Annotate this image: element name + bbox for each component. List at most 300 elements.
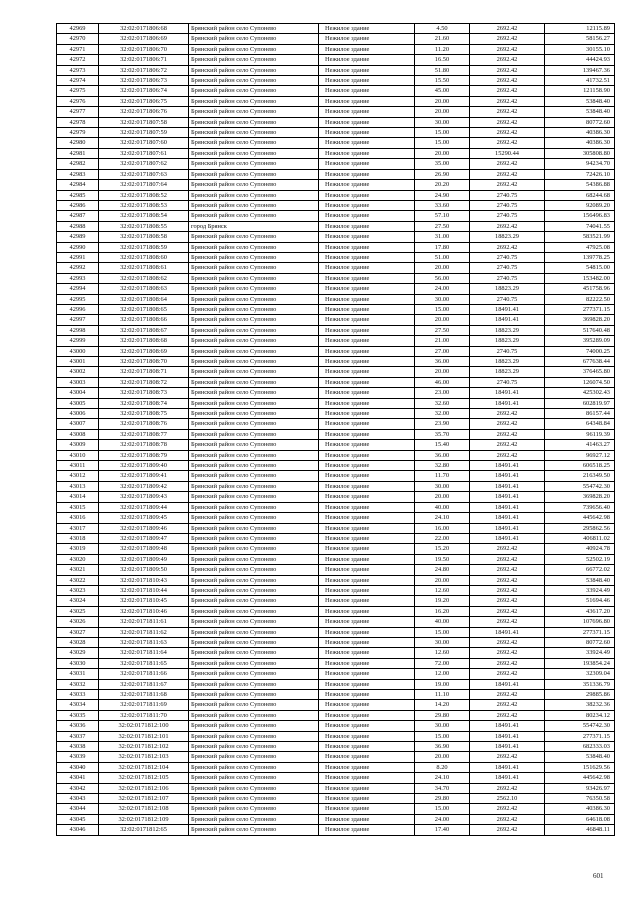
address-cell: Брянский район село Супонево bbox=[189, 669, 319, 679]
table-row bbox=[57, 367, 615, 377]
rate-cell: 2692.42 bbox=[470, 648, 545, 658]
address-cell: Брянский район село Супонево bbox=[189, 211, 319, 221]
rate-cell: 2692.42 bbox=[470, 804, 545, 814]
cadastral-number-cell: 32:02:0171807:64 bbox=[99, 180, 189, 190]
cadastral-value-cell: 74041.55 bbox=[545, 221, 615, 231]
cadastral-number-cell: 32:02:0171806:75 bbox=[99, 96, 189, 106]
rate-cell: 18491.41 bbox=[470, 513, 545, 523]
area-cell: 20.00 bbox=[415, 148, 470, 158]
object-type-cell: Нежилое здание bbox=[319, 627, 415, 637]
area-cell: 57.10 bbox=[415, 211, 470, 221]
cadastral-value-cell: 153482.00 bbox=[545, 273, 615, 283]
area-cell: 20.00 bbox=[415, 315, 470, 325]
object-type-cell: Нежилое здание bbox=[319, 325, 415, 335]
row-number-cell: 42994 bbox=[57, 284, 99, 294]
rate-cell: 2692.42 bbox=[470, 96, 545, 106]
rate-cell: 2692.42 bbox=[470, 450, 545, 460]
object-type-cell: Нежилое здание bbox=[319, 138, 415, 148]
table-row bbox=[57, 627, 615, 637]
rate-cell: 2692.42 bbox=[470, 585, 545, 595]
object-type-cell: Нежилое здание bbox=[319, 617, 415, 627]
rate-cell: 2740.75 bbox=[470, 294, 545, 304]
address-cell: Брянский район село Супонево bbox=[189, 325, 319, 335]
area-cell: 35.00 bbox=[415, 159, 470, 169]
table-row bbox=[57, 814, 615, 824]
area-cell: 4.50 bbox=[415, 24, 470, 34]
row-number-cell: 42981 bbox=[57, 148, 99, 158]
address-cell: Брянский район село Супонево bbox=[189, 159, 319, 169]
address-cell: Брянский район село Супонево bbox=[189, 294, 319, 304]
object-type-cell: Нежилое здание bbox=[319, 294, 415, 304]
rate-cell: 18491.41 bbox=[470, 461, 545, 471]
cadastral-number-cell: 32:02:0171812:102 bbox=[99, 742, 189, 752]
table-row bbox=[57, 429, 615, 439]
area-cell: 34.70 bbox=[415, 783, 470, 793]
cadastral-number-cell: 32:02:0171808:55 bbox=[99, 221, 189, 231]
address-cell: Брянский район село Супонево bbox=[189, 585, 319, 595]
cadastral-number-cell: 32:02:0171811:65 bbox=[99, 658, 189, 668]
row-number-cell: 43015 bbox=[57, 502, 99, 512]
rate-cell: 2692.42 bbox=[470, 24, 545, 34]
rate-cell: 2692.42 bbox=[470, 180, 545, 190]
area-cell: 15.00 bbox=[415, 138, 470, 148]
area-cell: 20.00 bbox=[415, 263, 470, 273]
cadastral-value-cell: 677638.44 bbox=[545, 357, 615, 367]
object-type-cell: Нежилое здание bbox=[319, 596, 415, 606]
object-type-cell: Нежилое здание bbox=[319, 336, 415, 346]
address-cell: Брянский район село Супонево bbox=[189, 627, 319, 637]
address-cell: Брянский район село Супонево bbox=[189, 242, 319, 252]
area-cell: 30.00 bbox=[415, 721, 470, 731]
row-number-cell: 43031 bbox=[57, 669, 99, 679]
object-type-cell: Нежилое здание bbox=[319, 585, 415, 595]
object-type-cell: Нежилое здание bbox=[319, 814, 415, 824]
cadastral-number-cell: 32:02:0171807:63 bbox=[99, 169, 189, 179]
rate-cell: 2692.42 bbox=[470, 107, 545, 117]
cadastral-value-cell: 107696.80 bbox=[545, 617, 615, 627]
address-cell: Брянский район село Супонево bbox=[189, 700, 319, 710]
cadastral-value-cell: 139778.25 bbox=[545, 252, 615, 262]
address-cell: Брянский район село Супонево bbox=[189, 409, 319, 419]
area-cell: 31.00 bbox=[415, 232, 470, 242]
table-row bbox=[57, 117, 615, 127]
object-type-cell: Нежилое здание bbox=[319, 346, 415, 356]
object-type-cell: Нежилое здание bbox=[319, 221, 415, 231]
cadastral-value-cell: 606518.25 bbox=[545, 461, 615, 471]
address-cell: Брянский район село Супонево bbox=[189, 596, 319, 606]
cadastral-value-cell: 64348.84 bbox=[545, 419, 615, 429]
object-type-cell: Нежилое здание bbox=[319, 648, 415, 658]
cadastral-number-cell: 32:02:0171808:58 bbox=[99, 232, 189, 242]
object-type-cell: Нежилое здание bbox=[319, 232, 415, 242]
row-number-cell: 43013 bbox=[57, 481, 99, 491]
table-row bbox=[57, 669, 615, 679]
object-type-cell: Нежилое здание bbox=[319, 762, 415, 772]
table-row bbox=[57, 565, 615, 575]
table-row bbox=[57, 190, 615, 200]
cadastral-value-cell: 51694.46 bbox=[545, 596, 615, 606]
rate-cell: 18491.41 bbox=[470, 315, 545, 325]
area-cell: 35.70 bbox=[415, 429, 470, 439]
object-type-cell: Нежилое здание bbox=[319, 773, 415, 783]
area-cell: 51.00 bbox=[415, 252, 470, 262]
rate-cell: 2692.42 bbox=[470, 440, 545, 450]
area-cell: 24.00 bbox=[415, 814, 470, 824]
row-number-cell: 43042 bbox=[57, 783, 99, 793]
document-page bbox=[56, 23, 614, 836]
table-row bbox=[57, 284, 615, 294]
table-row bbox=[57, 700, 615, 710]
cadastral-number-cell: 32:02:0171807:60 bbox=[99, 138, 189, 148]
object-type-cell: Нежилое здание bbox=[319, 794, 415, 804]
rate-cell: 18823.29 bbox=[470, 232, 545, 242]
table-row bbox=[57, 596, 615, 606]
area-cell: 20.00 bbox=[415, 107, 470, 117]
object-type-cell: Нежилое здание bbox=[319, 544, 415, 554]
area-cell: 40.00 bbox=[415, 502, 470, 512]
row-number-cell: 43006 bbox=[57, 409, 99, 419]
table-row bbox=[57, 273, 615, 283]
rate-cell: 18823.29 bbox=[470, 284, 545, 294]
cadastral-number-cell: 32:02:0171809:40 bbox=[99, 461, 189, 471]
rate-cell: 2692.42 bbox=[470, 617, 545, 627]
cadastral-number-cell: 32:02:0171808:77 bbox=[99, 429, 189, 439]
rate-cell: 2692.42 bbox=[470, 565, 545, 575]
table-row bbox=[57, 658, 615, 668]
cadastral-number-cell: 32:02:0171808:74 bbox=[99, 398, 189, 408]
object-type-cell: Нежилое здание bbox=[319, 44, 415, 54]
address-cell: Брянский район село Супонево bbox=[189, 34, 319, 44]
cadastral-number-cell: 32:02:0171809:43 bbox=[99, 492, 189, 502]
object-type-cell: Нежилое здание bbox=[319, 669, 415, 679]
object-type-cell: Нежилое здание bbox=[319, 180, 415, 190]
row-number-cell: 43036 bbox=[57, 721, 99, 731]
cadastral-value-cell: 52502.19 bbox=[545, 554, 615, 564]
table-body bbox=[57, 24, 615, 836]
table-row bbox=[57, 409, 615, 419]
object-type-cell: Нежилое здание bbox=[319, 128, 415, 138]
cadastral-number-cell: 32:02:0171808:70 bbox=[99, 357, 189, 367]
cadastral-number-cell: 32:02:0171807:58 bbox=[99, 117, 189, 127]
cadastral-value-cell: 38232.36 bbox=[545, 700, 615, 710]
object-type-cell: Нежилое здание bbox=[319, 679, 415, 689]
address-cell: Брянский район село Супонево bbox=[189, 481, 319, 491]
area-cell: 20.20 bbox=[415, 180, 470, 190]
table-row bbox=[57, 606, 615, 616]
table-row bbox=[57, 752, 615, 762]
object-type-cell: Нежилое здание bbox=[319, 690, 415, 700]
area-cell: 72.00 bbox=[415, 658, 470, 668]
area-cell: 24.00 bbox=[415, 284, 470, 294]
table-row bbox=[57, 554, 615, 564]
rate-cell: 2692.42 bbox=[470, 86, 545, 96]
rate-cell: 2692.42 bbox=[470, 825, 545, 835]
object-type-cell: Нежилое здание bbox=[319, 513, 415, 523]
rate-cell: 18491.41 bbox=[470, 523, 545, 533]
cadastral-number-cell: 32:02:0171807:62 bbox=[99, 159, 189, 169]
table-row bbox=[57, 180, 615, 190]
cadastral-value-cell: 80772.60 bbox=[545, 637, 615, 647]
cadastral-value-cell: 156496.83 bbox=[545, 211, 615, 221]
cadastral-number-cell: 32:02:0171810:44 bbox=[99, 585, 189, 595]
row-number-cell: 43007 bbox=[57, 419, 99, 429]
address-cell: Брянский район село Супонево bbox=[189, 377, 319, 387]
area-cell: 14.20 bbox=[415, 700, 470, 710]
row-number-cell: 43028 bbox=[57, 637, 99, 647]
address-cell: Брянский район село Супонево bbox=[189, 794, 319, 804]
object-type-cell: Нежилое здание bbox=[319, 200, 415, 210]
row-number-cell: 42983 bbox=[57, 169, 99, 179]
cadastral-value-cell: 40386.30 bbox=[545, 128, 615, 138]
rate-cell: 2692.42 bbox=[470, 117, 545, 127]
object-type-cell: Нежилое здание bbox=[319, 24, 415, 34]
object-type-cell: Нежилое здание bbox=[319, 502, 415, 512]
cadastral-number-cell: 32:02:0171808:71 bbox=[99, 367, 189, 377]
cadastral-value-cell: 96119.39 bbox=[545, 429, 615, 439]
table-row bbox=[57, 211, 615, 221]
cadastral-number-cell: 32:02:0171809:50 bbox=[99, 565, 189, 575]
cadastral-value-cell: 583521.99 bbox=[545, 232, 615, 242]
cadastral-number-cell: 32:02:0171808:60 bbox=[99, 252, 189, 262]
area-cell: 15.00 bbox=[415, 304, 470, 314]
address-cell: Брянский район село Супонево bbox=[189, 513, 319, 523]
address-cell: Брянский район село Супонево bbox=[189, 263, 319, 273]
row-number-cell: 42973 bbox=[57, 65, 99, 75]
rate-cell: 2740.75 bbox=[470, 263, 545, 273]
row-number-cell: 43010 bbox=[57, 450, 99, 460]
cadastral-number-cell: 32:02:0171809:44 bbox=[99, 502, 189, 512]
row-number-cell: 42999 bbox=[57, 336, 99, 346]
row-number-cell: 43038 bbox=[57, 742, 99, 752]
cadastral-number-cell: 32:02:0171811:64 bbox=[99, 648, 189, 658]
table-row bbox=[57, 461, 615, 471]
cadastral-number-cell: 32:02:0171812:103 bbox=[99, 752, 189, 762]
area-cell: 16.20 bbox=[415, 606, 470, 616]
area-cell: 36.90 bbox=[415, 742, 470, 752]
object-type-cell: Нежилое здание bbox=[319, 461, 415, 471]
table-row bbox=[57, 128, 615, 138]
area-cell: 19.00 bbox=[415, 679, 470, 689]
rate-cell: 2692.42 bbox=[470, 814, 545, 824]
rate-cell: 18491.41 bbox=[470, 762, 545, 772]
area-cell: 46.00 bbox=[415, 377, 470, 387]
row-number-cell: 42976 bbox=[57, 96, 99, 106]
area-cell: 21.00 bbox=[415, 336, 470, 346]
area-cell: 11.20 bbox=[415, 44, 470, 54]
table-row bbox=[57, 637, 615, 647]
table-row bbox=[57, 304, 615, 314]
object-type-cell: Нежилое здание bbox=[319, 450, 415, 460]
rate-cell: 2692.42 bbox=[470, 752, 545, 762]
cadastral-number-cell: 32:02:0171809:41 bbox=[99, 471, 189, 481]
cadastral-number-cell: 32:02:0171808:76 bbox=[99, 419, 189, 429]
address-cell: Брянский район село Супонево bbox=[189, 575, 319, 585]
address-cell: Брянский район село Супонево bbox=[189, 24, 319, 34]
area-cell: 19.50 bbox=[415, 554, 470, 564]
rate-cell: 18491.41 bbox=[470, 304, 545, 314]
cadastral-number-cell: 32:02:0171806:74 bbox=[99, 86, 189, 96]
rate-cell: 2692.42 bbox=[470, 710, 545, 720]
cadastral-number-cell: 32:02:0171812:100 bbox=[99, 721, 189, 731]
cadastral-value-cell: 80772.60 bbox=[545, 117, 615, 127]
address-cell: Брянский район село Супонево bbox=[189, 752, 319, 762]
address-cell: Брянский район село Супонево bbox=[189, 76, 319, 86]
cadastral-number-cell: 32:02:0171806:69 bbox=[99, 34, 189, 44]
row-number-cell: 43017 bbox=[57, 523, 99, 533]
cadastral-value-cell: 277371.15 bbox=[545, 731, 615, 741]
object-type-cell: Нежилое здание bbox=[319, 742, 415, 752]
page-number: 601 bbox=[593, 872, 604, 880]
rate-cell: 2692.42 bbox=[470, 554, 545, 564]
row-number-cell: 43008 bbox=[57, 429, 99, 439]
address-cell: Брянский район село Супонево bbox=[189, 710, 319, 720]
object-type-cell: Нежилое здание bbox=[319, 471, 415, 481]
cadastral-number-cell: 32:02:0171806:72 bbox=[99, 65, 189, 75]
table-row bbox=[57, 804, 615, 814]
rate-cell: 18491.41 bbox=[470, 502, 545, 512]
table-row bbox=[57, 377, 615, 387]
row-number-cell: 43025 bbox=[57, 606, 99, 616]
area-cell: 20.00 bbox=[415, 575, 470, 585]
cadastral-number-cell: 32:02:0171809:46 bbox=[99, 523, 189, 533]
table-row bbox=[57, 252, 615, 262]
cadastral-value-cell: 53848.40 bbox=[545, 96, 615, 106]
rate-cell: 2692.42 bbox=[470, 76, 545, 86]
object-type-cell: Нежилое здание bbox=[319, 440, 415, 450]
rate-cell: 18491.41 bbox=[470, 388, 545, 398]
address-cell: Брянский район село Супонево bbox=[189, 502, 319, 512]
address-cell: Брянский район село Супонево bbox=[189, 169, 319, 179]
rate-cell: 2692.42 bbox=[470, 44, 545, 54]
rate-cell: 18491.41 bbox=[470, 398, 545, 408]
address-cell: Брянский район село Супонево bbox=[189, 762, 319, 772]
table-row bbox=[57, 200, 615, 210]
table-row bbox=[57, 710, 615, 720]
cadastral-number-cell: 32:02:0171806:76 bbox=[99, 107, 189, 117]
rate-cell: 2740.75 bbox=[470, 346, 545, 356]
rate-cell: 2692.42 bbox=[470, 606, 545, 616]
area-cell: 23.90 bbox=[415, 419, 470, 429]
address-cell: Брянский район село Супонево bbox=[189, 690, 319, 700]
cadastral-value-cell: 66772.02 bbox=[545, 565, 615, 575]
table-row bbox=[57, 148, 615, 158]
object-type-cell: Нежилое здание bbox=[319, 752, 415, 762]
address-cell: Брянский район село Супонево bbox=[189, 232, 319, 242]
row-number-cell: 42975 bbox=[57, 86, 99, 96]
row-number-cell: 42998 bbox=[57, 325, 99, 335]
table-row bbox=[57, 481, 615, 491]
cadastral-value-cell: 74000.25 bbox=[545, 346, 615, 356]
table-row bbox=[57, 575, 615, 585]
table-row bbox=[57, 336, 615, 346]
area-cell: 16.00 bbox=[415, 523, 470, 533]
object-type-cell: Нежилое здание bbox=[319, 565, 415, 575]
area-cell: 15.00 bbox=[415, 731, 470, 741]
rate-cell: 2692.42 bbox=[470, 669, 545, 679]
row-number-cell: 43044 bbox=[57, 804, 99, 814]
row-number-cell: 43035 bbox=[57, 710, 99, 720]
address-cell: Брянский район село Супонево bbox=[189, 648, 319, 658]
area-cell: 15.00 bbox=[415, 804, 470, 814]
rate-cell: 2692.42 bbox=[470, 429, 545, 439]
row-number-cell: 42969 bbox=[57, 24, 99, 34]
cadastral-value-cell: 451758.96 bbox=[545, 284, 615, 294]
object-type-cell: Нежилое здание bbox=[319, 554, 415, 564]
cadastral-value-cell: 82222.50 bbox=[545, 294, 615, 304]
rate-cell: 2692.42 bbox=[470, 658, 545, 668]
row-number-cell: 43024 bbox=[57, 596, 99, 606]
cadastral-number-cell: 32:02:0171810:46 bbox=[99, 606, 189, 616]
object-type-cell: Нежилое здание bbox=[319, 55, 415, 65]
cadastral-value-cell: 29885.86 bbox=[545, 690, 615, 700]
cadastral-number-cell: 32:02:0171810:45 bbox=[99, 596, 189, 606]
cadastral-value-cell: 554742.30 bbox=[545, 481, 615, 491]
cadastral-value-cell: 139467.36 bbox=[545, 65, 615, 75]
table-row bbox=[57, 544, 615, 554]
cadastral-number-cell: 32:02:0171812:107 bbox=[99, 794, 189, 804]
row-number-cell: 42980 bbox=[57, 138, 99, 148]
address-cell: Брянский район село Супонево bbox=[189, 679, 319, 689]
cadastral-number-cell: 32:02:0171808:75 bbox=[99, 409, 189, 419]
address-cell: Брянский район село Супонево bbox=[189, 419, 319, 429]
object-type-cell: Нежилое здание bbox=[319, 304, 415, 314]
row-number-cell: 43014 bbox=[57, 492, 99, 502]
cadastral-number-cell: 32:02:0171808:53 bbox=[99, 200, 189, 210]
area-cell: 11.70 bbox=[415, 471, 470, 481]
object-type-cell: Нежилое здание bbox=[319, 190, 415, 200]
cadastral-value-cell: 53848.40 bbox=[545, 107, 615, 117]
rate-cell: 2740.75 bbox=[470, 273, 545, 283]
row-number-cell: 42997 bbox=[57, 315, 99, 325]
address-cell: Брянский район село Супонево bbox=[189, 731, 319, 741]
address-cell: Брянский район село Супонево bbox=[189, 336, 319, 346]
area-cell: 15.00 bbox=[415, 128, 470, 138]
rate-cell: 18823.29 bbox=[470, 367, 545, 377]
cadastral-number-cell: 32:02:0171812:65 bbox=[99, 825, 189, 835]
cadastral-value-cell: 80234.12 bbox=[545, 710, 615, 720]
rate-cell: 2692.42 bbox=[470, 221, 545, 231]
table-row bbox=[57, 762, 615, 772]
address-cell: Брянский район село Супонево bbox=[189, 65, 319, 75]
table-row bbox=[57, 24, 615, 34]
row-number-cell: 43045 bbox=[57, 814, 99, 824]
cadastral-number-cell: 32:02:0171811:63 bbox=[99, 637, 189, 647]
table-row bbox=[57, 294, 615, 304]
cadastral-value-cell: 68244.68 bbox=[545, 190, 615, 200]
rate-cell: 2740.75 bbox=[470, 377, 545, 387]
object-type-cell: Нежилое здание bbox=[319, 315, 415, 325]
row-number-cell: 43021 bbox=[57, 565, 99, 575]
cadastral-value-cell: 54386.88 bbox=[545, 180, 615, 190]
table-row bbox=[57, 450, 615, 460]
table-row bbox=[57, 471, 615, 481]
address-cell: Брянский район село Супонево bbox=[189, 284, 319, 294]
rate-cell: 2692.42 bbox=[470, 55, 545, 65]
address-cell: город Брянск bbox=[189, 221, 319, 231]
cadastral-number-cell: 32:02:0171807:61 bbox=[99, 148, 189, 158]
area-cell: 20.00 bbox=[415, 492, 470, 502]
rate-cell: 18491.41 bbox=[470, 471, 545, 481]
rate-cell: 2692.42 bbox=[470, 138, 545, 148]
cadastral-value-cell: 32309.04 bbox=[545, 669, 615, 679]
object-type-cell: Нежилое здание bbox=[319, 34, 415, 44]
row-number-cell: 42979 bbox=[57, 128, 99, 138]
object-type-cell: Нежилое здание bbox=[319, 377, 415, 387]
address-cell: Брянский район село Супонево bbox=[189, 544, 319, 554]
cadastral-number-cell: 32:02:0171808:64 bbox=[99, 294, 189, 304]
object-type-cell: Нежилое здание bbox=[319, 783, 415, 793]
table-row bbox=[57, 107, 615, 117]
